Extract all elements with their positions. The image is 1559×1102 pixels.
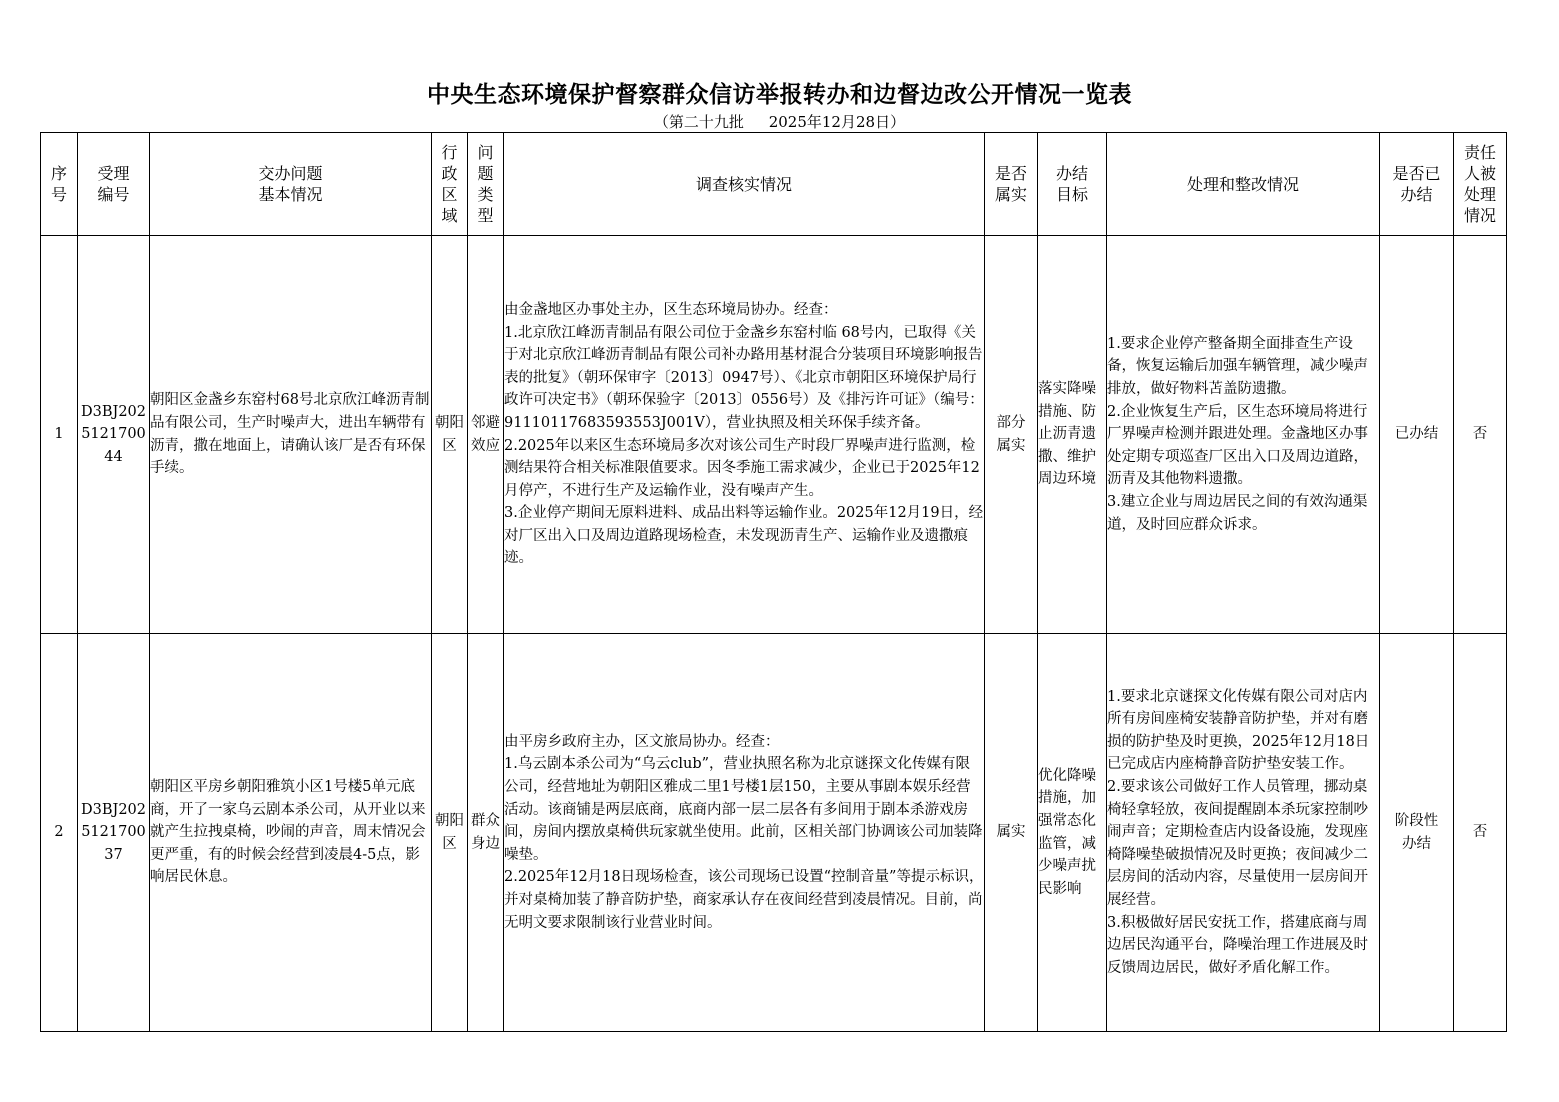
row-seq: 1 [41,236,78,634]
row-closed: 已办结 [1380,236,1454,634]
row-handling: 1.要求企业停产整备期全面排查生产设备，恢复运输后加强车辆管理，减少噪声排放，做好物料苫盖防遗撒。 2.企业恢复生产后，区生态环境局将进行厂界噪声检测并跟进处理。金盏地区办事处定期专项巡查厂区出入口及周边道路，沥青及其他物料遗撒。 3.建立企业与周边居民之间的有效沟通渠道，及时回应群众诉求。 [1107,236,1380,634]
row-code: D3BJ202512170037 [78,634,150,1032]
header-district: 行政区域 [432,133,468,236]
header-investigation: 调查核实情况 [504,133,985,236]
row-goal: 落实降噪措施、防止沥青遗撒、维护周边环境 [1038,236,1107,634]
row-basic: 朝阳区平房乡朝阳雅筑小区1号楼5单元底商，开了一家乌云剧本杀公司，从开业以来就产生拉拽桌椅，吵闹的声音，周末情况会更严重，有的时候会经营到凌晨4-5点，影响居民休息。 [150,634,432,1032]
header-closed: 是否已办结 [1380,133,1454,236]
page-subtitle [0,111,1559,132]
row-accountable: 否 [1454,236,1507,634]
row-type: 群众身边 [468,634,504,1032]
header-code: 受理编号 [78,133,150,236]
header-verified: 是否属实 [985,133,1038,236]
header-handling: 处理和整改情况 [1107,133,1380,236]
header-accountable: 责任人被处理情况 [1454,133,1507,236]
header-goal: 办结目标 [1038,133,1107,236]
row-closed: 阶段性办结 [1380,634,1454,1032]
row-goal: 优化降噪措施，加强常态化监管，减少噪声扰民影响 [1038,634,1107,1032]
row-verified: 属实 [985,634,1038,1032]
row-type: 邻避效应 [468,236,504,634]
row-investigation: 由金盏地区办事处主办，区生态环境局协办。经查： 1.北京欣江峰沥青制品有限公司位于金盏乡东窑村临 68号内，已取得《关于对北京欣江峰沥青制品有限公司补办路用基材混合分装项目环境影响报告表的批复》（朝环保审字〔2013〕0947号）、《北京市朝阳区环境保护局行政许可决定书》（朝环保验字〔2013〕0556号）及《排污许可证》（编号：91110117683593553J001V），营业执照及相关环保手续齐备。 2.2025年以来区生态环境局多次对该公司生产时段厂界噪声进行监测，检测结果符合相关标准限值要求。因冬季施工需求减少，企业已于2025年12月停产，不进行生产及运输作业，没有噪声产生。 3.企业停产期间无原料进料、成品出料等运输作业。2025年12月19日，经对厂区出入口及周边道路现场检查，未发现沥青生产、运输作业及遗撒痕迹。 [504,236,985,634]
row-basic: 朝阳区金盏乡东窑村68号北京欣江峰沥青制品有限公司，生产时噪声大，进出车辆带有沥青，撒在地面上，请确认该厂是否有环保手续。 [150,236,432,634]
row-verified: 部分属实 [985,236,1038,634]
header-type: 问题类型 [468,133,504,236]
page-title: 中央生态环境保护督察群众信访举报转办和边督边改公开情况一览表 [427,82,1132,108]
row-handling: 1.要求北京谜探文化传媒有限公司对店内所有房间座椅安装静音防护垫，并对有磨损的防护垫及时更换，2025年12月18日已完成店内座椅静音防护垫安装工作。 2.要求该公司做好工作人员管理，挪动桌椅轻拿轻放，夜间提醒剧本杀玩家控制吵闹声音；定期检查店内设备设施，发现座椅降噪垫破损情况及时更换；夜间减少二层房间的活动内容，尽量使用一层房间开展经营。 3.积极做好居民安抚工作，搭建底商与周边居民沟通平台，降噪治理工作进展及时反馈周边居民，做好矛盾化解工作。 [1107,634,1380,1032]
table-row [41,236,1507,634]
header-seq: 序号 [41,133,78,236]
row-code: D3BJ202512170044 [78,236,150,634]
report-table [40,132,1507,1032]
row-district: 朝阳区 [432,634,468,1032]
table-header-row [41,133,1507,236]
date-label: 2025年12月28日） [768,113,906,131]
table-row [41,634,1507,1032]
row-investigation: 由平房乡政府主办，区文旅局协办。经查： 1.乌云剧本杀公司为“乌云club”，营业执照名称为北京谜探文化传媒有限公司，经营地址为朝阳区雅成二里1号楼1层150，主要从事剧本娱乐经营活动。该商铺是两层底商，底商内部一层二层各有多间用于剧本杀游戏房间，房间内摆放桌椅供玩家就坐使用。此前，区相关部门协调该公司加装降噪垫。 2.2025年12月18日现场检查，该公司现场已设置“控制音量”等提示标识，并对桌椅加装了静音防护垫，商家承认存在夜间经营到凌晨情况。目前，尚无明文要求限制该行业营业时间。 [504,634,985,1032]
row-accountable: 否 [1454,634,1507,1032]
row-district: 朝阳区 [432,236,468,634]
batch-label: （第二十九批 [653,113,744,131]
header-basic: 交办问题 基本情况 [150,133,432,236]
row-seq: 2 [41,634,78,1032]
